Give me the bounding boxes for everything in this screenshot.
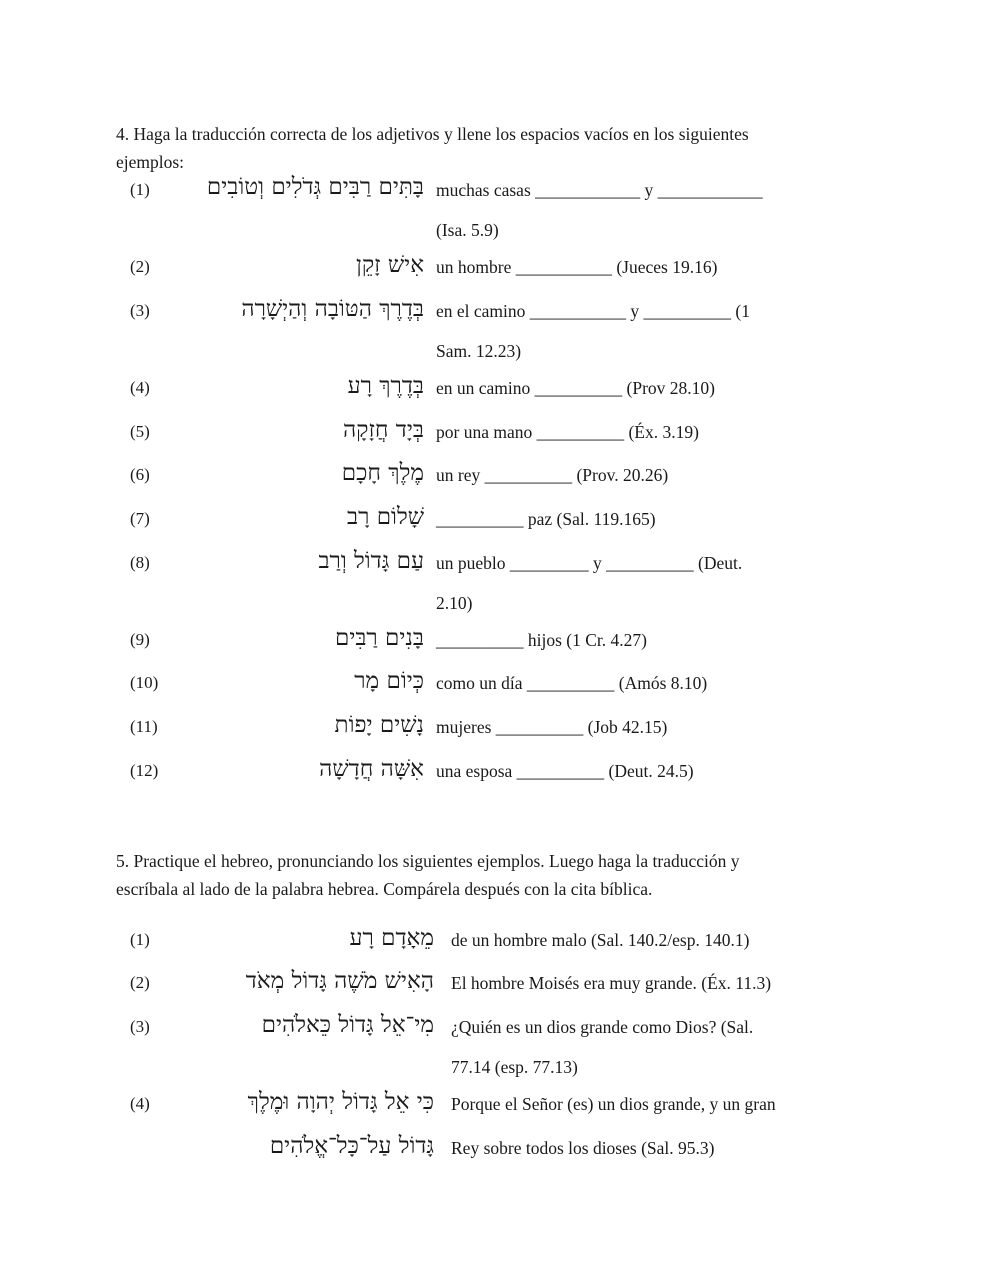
ex5-item-3-hebrew: מִי־אֵל גָּדוֹל כֵּאלֹהִים — [261, 1012, 434, 1038]
exercise-4-instruction-line1: 4. Haga la traducción correcta de los adjetivos y llene los espacios vacíos en los siguientes — [116, 124, 749, 144]
ex4-item-7-translation: __________ paz (Sal. 119.165) — [436, 509, 656, 529]
ex4-item-12-hebrew: אִשָּׁה חֲדָשָׁה — [319, 756, 424, 782]
exercise-4-instruction-line2: ejemplos: — [116, 152, 185, 172]
ex4-item-1-hebrew: בָּתִּים רַבִּים גְּדֹלִים וְטוֹבִים — [206, 174, 424, 200]
ex4-item-6-hebrew: מֶלֶךְ חָכָם — [341, 460, 424, 486]
ex4-item-5-number: (5) — [130, 422, 150, 441]
ex4-item-10-translation: como un día __________ (Amós 8.10) — [436, 673, 708, 693]
ex5-item-2-hebrew: הָאִישׁ מֹשֶׁה גָּדוֹל מְאֹד — [245, 968, 434, 994]
ex5-item-4-translation-cont: Rey sobre todos los dioses (Sal. 95.3) — [451, 1138, 715, 1158]
ex4-item-10-hebrew: כְּיוֹם מָר — [354, 668, 424, 694]
ex5-item-3-translation-cont: 77.14 (esp. 77.13) — [451, 1057, 578, 1077]
ex5-item-4-translation: Porque el Señor (es) un dios grande, y un gran — [451, 1094, 776, 1114]
ex4-item-8-hebrew: עַם גָּדוֹל וְרַב — [318, 548, 424, 574]
ex4-item-5-translation: por una mano __________ (Éx. 3.19) — [436, 422, 699, 442]
ex4-item-4-translation: en un camino __________ (Prov 28.10) — [436, 378, 715, 398]
ex4-item-9-number: (9) — [130, 630, 150, 649]
ex4-item-9-translation: __________ hijos (1 Cr. 4.27) — [436, 630, 647, 650]
ex5-item-2-number: (2) — [130, 973, 150, 992]
exercise-5-instruction — [116, 847, 836, 903]
ex4-item-11-translation: mujeres __________ (Job 42.15) — [436, 717, 668, 737]
ex4-item-3-translation: en el camino ___________ y __________ (1 — [436, 301, 750, 321]
ex4-item-10-number: (10) — [130, 673, 159, 692]
ex5-item-1-hebrew: מֵאָדָם רָע — [349, 925, 434, 951]
ex5-item-4-hebrew: כִּי אֵל גָּדוֹל יְהוָה וּמֶלֶךְ — [247, 1089, 434, 1115]
ex4-item-8-number: (8) — [130, 553, 150, 572]
ex4-item-6-translation: un rey __________ (Prov. 20.26) — [436, 465, 669, 485]
ex4-item-2-hebrew: אִישׁ זָקֵן — [355, 252, 424, 278]
ex4-item-2-number: (2) — [130, 257, 150, 276]
ex4-item-3-hebrew: בְּדֶרֶךְ הַטּוֹבָה וְהַיְשָׁרָה — [241, 296, 424, 322]
ex5-item-1-translation: de un hombre malo (Sal. 140.2/esp. 140.1) — [451, 930, 750, 950]
ex5-item-3-number: (3) — [130, 1017, 150, 1036]
ex4-item-9-hebrew: בָּנִים רַבִּים — [334, 625, 424, 651]
ex4-item-11-hebrew: נָשִׁים יָפוֹת — [334, 712, 424, 738]
ex4-item-6-number: (6) — [130, 465, 150, 484]
exercise-5-instruction-line2: escríbala al lado de la palabra hebrea. Compárela después con la cita bíblica. — [116, 879, 653, 899]
ex4-item-1-number: (1) — [130, 180, 150, 199]
ex4-item-4-hebrew: בְּדֶרֶךְ רָע — [347, 373, 424, 399]
ex4-item-5-hebrew: בְּיָד חֲזָקָה — [342, 417, 424, 443]
exercise-4-instruction — [116, 120, 836, 176]
ex4-item-3-translation-cont: Sam. 12.23) — [436, 341, 522, 361]
ex4-item-4-number: (4) — [130, 378, 150, 397]
exercise-5-instruction-line1: 5. Practique el hebreo, pronunciando los siguientes ejemplos. Luego haga la traducción y — [116, 851, 740, 871]
ex5-item-2-translation: El hombre Moisés era muy grande. (Éx. 11.3) — [451, 973, 772, 993]
ex4-item-12-number: (12) — [130, 761, 159, 780]
ex4-item-3-number: (3) — [130, 301, 150, 320]
ex4-item-1-translation-cont: (Isa. 5.9) — [436, 220, 499, 240]
ex5-item-3-translation: ¿Quién es un dios grande como Dios? (Sal. — [451, 1017, 754, 1037]
ex4-item-8-translation: un pueblo _________ y __________ (Deut. — [436, 553, 743, 573]
ex4-item-7-number: (7) — [130, 509, 150, 528]
ex5-item-4-number: (4) — [130, 1094, 150, 1113]
ex5-item-4-hebrew-cont: גָּדוֹל עַל־כָּל־אֱלֹהִים — [269, 1133, 434, 1159]
ex4-item-7-hebrew: שָׁלוֹם רָב — [347, 504, 424, 530]
ex4-item-2-translation: un hombre ___________ (Jueces 19.16) — [436, 257, 718, 277]
ex5-item-1-number: (1) — [130, 930, 150, 949]
ex4-item-12-translation: una esposa __________ (Deut. 24.5) — [436, 761, 694, 781]
ex4-item-11-number: (11) — [130, 717, 158, 736]
ex4-item-8-translation-cont: 2.10) — [436, 593, 473, 613]
ex4-item-1-translation: muchas casas ____________ y ____________ — [436, 180, 763, 200]
